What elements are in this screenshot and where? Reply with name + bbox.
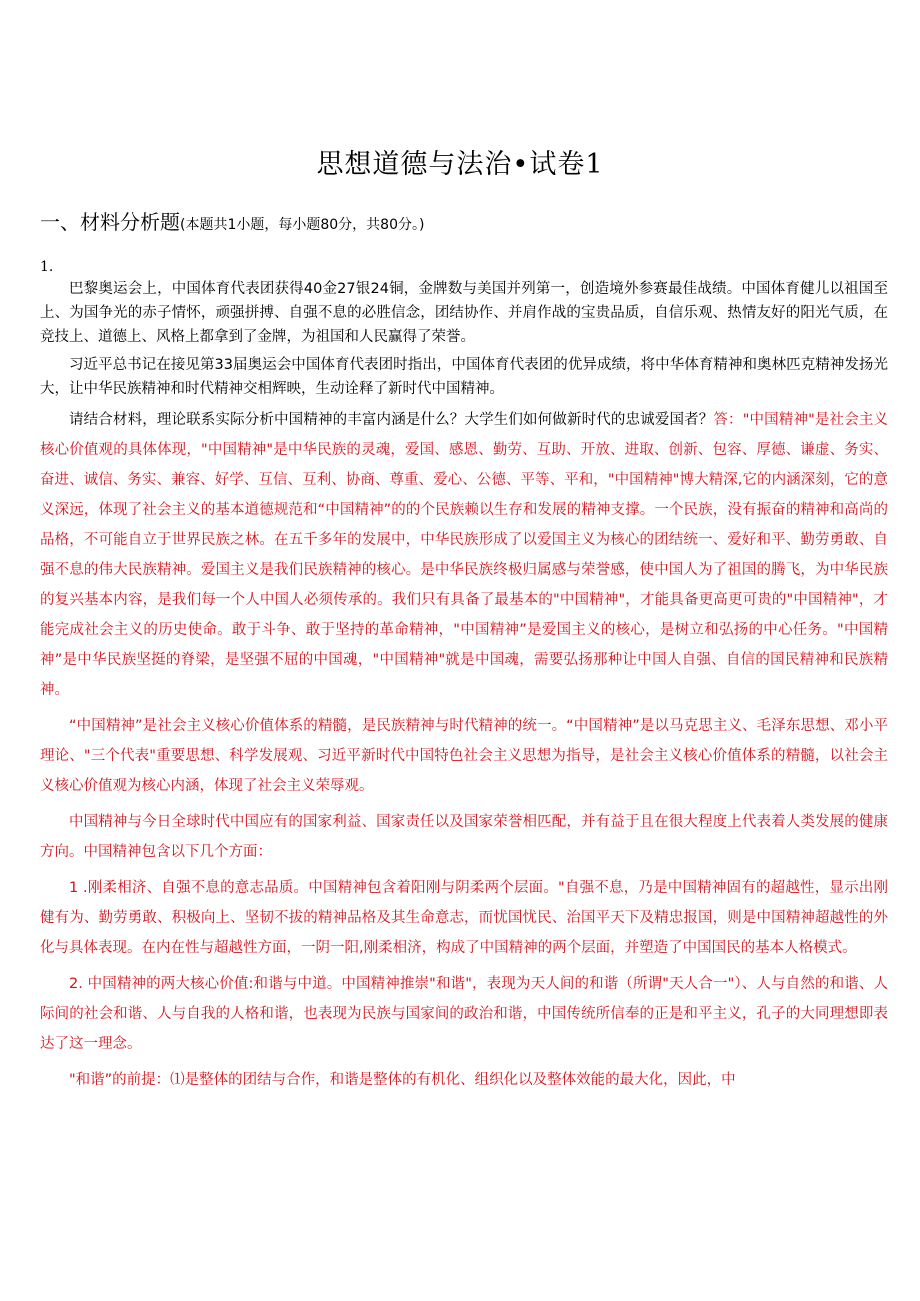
answer-paragraph-5: 2. 中国精神的两大核心价值:和谐与中道。中国精神推崇"和谐"，表现为天人间的和谐（所谓"天人合一"）、人与自然的和谐、人际间的社会和谐、人与自我的人格和谐，也表现为民族与国家间的政治和谐，中国传统所信奉的正是和平主义，孔子的大同理想即表达了这一理念。 [40,976,888,1052]
material-paragraph-1: 巴黎奥运会上，中国体育代表团获得40金27银24铜，金牌数与美国并列第一，创造境外参赛最佳战绩。中国体育健儿以祖国至上、为国争光的赤子情怀，顽强拼搏、自强不息的必胜信念，团结协作、并肩作战的宝贵品质，自信乐观、热情友好的阳光气质，在竞技上、道德上、风格上都拿到了金牌，为祖国和人民赢得了荣誉。 [40,281,888,345]
answer-paragraph-4: 1 .刚柔相济、自强不息的意志品质。中国精神包含着阳刚与阴柔两个层面。"自强不息，乃是中国精神固有的超越性，显示出刚健有为、勤劳勇敢、积极向上、坚韧不拔的精神品格及其生命意志，而忧国忧民、治国平天下及精忠报国，则是中国精神超越性的外化与具体表现。在内在性与超越性方面，一阴一阳,刚柔相济，构成了中国精神的两个层面，并塑造了中国国民的基本人格模式。 [40,880,888,956]
section-heading [40,206,424,235]
question-body [40,277,888,1095]
question-number: 1. [40,259,54,275]
prompt-answer-paragraph [40,405,888,705]
answer-paragraph-2: “中国精神”是社会主义核心价值体系的精髓，是民族精神与时代精神的统一。“中国精神”是以马克思主义、毛泽东思想、邓小平理论、"三个代表"重要思想、科学发展观、习近平新时代中国特色社会主义思想为指导，是社会主义核心价值体系的精髓，以社会主义核心价值观为核心内涵，体现了社会主义荣辱观。 [40,718,888,794]
answer-paragraph-3: 中国精神与今日全球时代中国应有的国家利益、国家责任以及国家荣誉相匹配，并有益于且在很大程度上代表着人类发展的健康方向。中国精神包含以下几个方面： [40,814,888,860]
section-score-note: (本题共1小题，每小题80分，共80分。) [180,217,425,233]
question-prompt: 请结合材料，理论联系实际分析中国精神的丰富内涵是什么？大学生们如何做新时代的忠诚爱国者？ [69,412,714,428]
answer-paragraph-6: "和谐”的前提：⑴是整体的团结与合作，和谐是整体的有机化、组织化以及整体效能的最大化，因此，中 [69,1072,736,1088]
material-paragraph-2: 习近平总书记在接见第33届奥运会中国体育代表团时指出，中国体育代表团的优异成绩，将中华体育精神和奥林匹克精神发扬光大，让中华民族精神和时代精神交相辉映，生动诠释了新时代中国精神。 [40,357,888,397]
answer-intro: 答："中国精神"是社会主义核心价值观的具体体现，"中国精神"是中华民族的灵魂，爱国、感恩、勤劳、互助、开放、进取、创新、包容、厚德、谦虚、务实、奋进、诚信、务实、兼容、好学、互信、互利、协商、尊重、爱心、公德、平等、平和，"中国精神"博大精深,它的内涵深刻，它的意义深远，体现了社会主义的基本道德规范和“中国精神”的的个民族赖以生存和发展的精神支撑。一个民族，没有振奋的精神和高尚的品格，不可能自立于世界民族之林。在五千多年的发展中，中华民族形成了以爱国主义为核心的团结统一、爱好和平、勤劳勇敢、自强不息的伟大民族精神。爱国主义是我们民族精神的核心。是中华民族终极归属感与荣誉感，使中国人为了祖国的腾飞，为中华民族的复兴基本内容，是我们每一个人中国人必须传承的。我们只有具备了最基本的"中国精神"，才能具备更高更可贵的"中国精神"，才能完成社会主义的历史使命。敢于斗争、敢于坚持的革命精神，"中国精神”是爱国主义的核心，是树立和弘扬的中心任务。"中国精神”是中华民族坚挺的脊梁，是坚强不屈的中国魂，"中国精神"就是中国魂，需要弘扬那种让中国人自强、自信的国民精神和民族精神。 [40,412,888,698]
section-title: 一、材料分析题 [40,210,180,234]
page-title: 思想道德与法治•试卷1 [316,149,604,180]
